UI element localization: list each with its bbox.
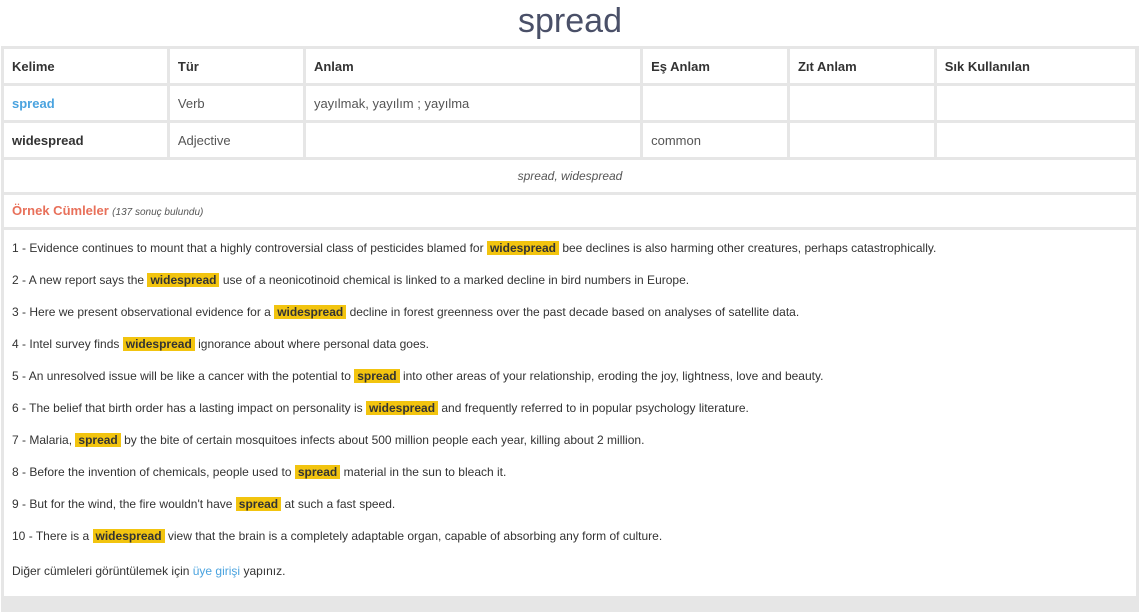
sentence-text: Evidence continues to mount that a highly controversial class of pesticides blamed for [29, 241, 484, 255]
sentence-text: Before the invention of chemicals, people used to [29, 465, 292, 479]
content-frame [1, 46, 1139, 612]
sentence-text: by the bite of certain mosquitoes infects about 500 million people each year, killing about 2 million. [124, 433, 645, 447]
highlighted-word: widespread [274, 305, 346, 319]
word-link-spread[interactable]: spread [12, 95, 55, 111]
highlighted-word: spread [354, 369, 399, 383]
sentence-text: Malaria, [29, 433, 73, 447]
table-row [4, 86, 1135, 120]
cell-sik-kullanilan [937, 86, 1135, 120]
sentence-text: ignorance about where personal data goes. [198, 337, 429, 351]
list-item: 1 - Evidence continues to mount that a highly controversial class of pesticides blamed for widespread bee declines is also harming other creatures, perhaps catastrophically. [12, 241, 937, 255]
highlighted-word: spread [236, 497, 281, 511]
highlighted-word: widespread [93, 529, 165, 543]
header-sik-kullanilan: Sık Kullanılan [937, 49, 1135, 83]
list-item: 5 - An unresolved issue will be like a cancer with the potential to spread into other areas of your relationship, eroding the joy, lightness, love and beauty. [12, 369, 824, 383]
login-note-text: Diğer cümleleri görüntülemek için [12, 564, 193, 578]
cell-es-anlam: common [643, 123, 787, 157]
examples-count: (137 sonuç bulundu) [112, 207, 204, 218]
sentence-number: 6 [12, 401, 19, 415]
word-table [1, 46, 1138, 160]
cell-zit-anlam [790, 86, 934, 120]
sentence-text: into other areas of your relationship, eroding the joy, lightness, love and beauty. [402, 369, 824, 383]
examples-list [4, 230, 1136, 596]
highlighted-word: widespread [487, 241, 559, 255]
sentence-text: Here we present observational evidence for a [29, 305, 271, 319]
highlighted-word: spread [295, 465, 340, 479]
sentence-number: 7 [12, 433, 19, 447]
highlighted-word: spread [75, 433, 120, 447]
cell-es-anlam [643, 86, 787, 120]
sentence-text: The belief that birth order has a lasting impact on personality is [29, 401, 363, 415]
sentence-text: An unresolved issue will be like a cancer with the potential to [28, 369, 351, 383]
sentence-number: 4 [12, 337, 19, 351]
cell-tur: Adjective [170, 123, 303, 157]
examples-title: Örnek Cümleler [12, 203, 109, 218]
sentence-text: Intel survey finds [29, 337, 120, 351]
header-zit-anlam: Zıt Anlam [790, 49, 934, 83]
sentence-number: 5 [12, 369, 19, 383]
sentence-text: and frequently referred to in popular psychology literature. [441, 401, 749, 415]
table-header-row [4, 49, 1135, 83]
header-tur: Tür [170, 49, 303, 83]
sentence-text: material in the sun to bleach it. [343, 465, 507, 479]
sentence-number: 3 [12, 305, 19, 319]
cell-zit-anlam [790, 123, 934, 157]
login-link[interactable]: üye girişi [192, 564, 241, 578]
login-note-text: yapınız. [240, 564, 286, 578]
sentence-number: 8 [12, 465, 19, 479]
sentence-number: 2 [12, 273, 19, 287]
cell-anlam [306, 123, 640, 157]
cell-tur: Verb [170, 86, 303, 120]
sentence-number: 1 [12, 241, 19, 255]
list-item: 9 - But for the wind, the fire wouldn't have spread at such a fast speed. [12, 497, 396, 511]
list-item: 10 - There is a widespread view that the brain is a completely adaptable organ, capable of absorbing any form of culture. [12, 529, 663, 543]
sentence-text: A new report says the [28, 273, 145, 287]
header-es-anlam: Eş Anlam [643, 49, 787, 83]
highlighted-word: widespread [147, 273, 219, 287]
sentence-text: use of a neonicotinoid chemical is linked to a marked decline in bird numbers in Europe. [222, 273, 690, 287]
cell-kelime [4, 123, 167, 157]
sentence-number: 10 [12, 529, 26, 543]
sentence-text: There is a [35, 529, 90, 543]
header-kelime: Kelime [4, 49, 167, 83]
cell-kelime [4, 86, 167, 120]
list-item: 4 - Intel survey finds widespread ignorance about where personal data goes. [12, 337, 429, 351]
page-title: spread [518, 2, 622, 40]
sentence-text: But for the wind, the fire wouldn't have [29, 497, 233, 511]
sentence-text: bee declines is also harming other creatures, perhaps catastrophically. [562, 241, 937, 255]
login-note [12, 564, 1128, 578]
list-item: 3 - Here we present observational evidence for a widespread decline in forest greenness over the past decade based on analyses of satellite data. [12, 305, 800, 319]
cell-anlam: yayılmak, yayılım ; yayılma [306, 86, 640, 120]
highlighted-word: widespread [123, 337, 195, 351]
examples-header [4, 195, 1136, 227]
list-item: 2 - A new report says the widespread use of a neonicotinoid chemical is linked to a marked decline in bird numbers in Europe. [12, 273, 690, 287]
list-item: 7 - Malaria, spread by the bite of certain mosquitoes infects about 500 million people each year, killing about 2 million. [12, 433, 645, 447]
list-item: 8 - Before the invention of chemicals, people used to spread material in the sun to bleach it. [12, 465, 507, 479]
header-anlam: Anlam [306, 49, 640, 83]
list-item: 6 - The belief that birth order has a lasting impact on personality is widespread and frequently referred to in popular psychology literature. [12, 401, 749, 415]
cell-sik-kullanilan [937, 123, 1135, 157]
highlighted-word: widespread [366, 401, 438, 415]
word-widespread: widespread [12, 132, 84, 148]
sentence-text: at such a fast speed. [284, 497, 396, 511]
sentence-text: view that the brain is a completely adaptable organ, capable of absorbing any form of culture. [167, 529, 663, 543]
related-words: spread, widespread [4, 160, 1136, 192]
table-row [4, 123, 1135, 157]
sentence-text: decline in forest greenness over the past decade based on analyses of satellite data. [349, 305, 800, 319]
sentence-number: 9 [12, 497, 19, 511]
